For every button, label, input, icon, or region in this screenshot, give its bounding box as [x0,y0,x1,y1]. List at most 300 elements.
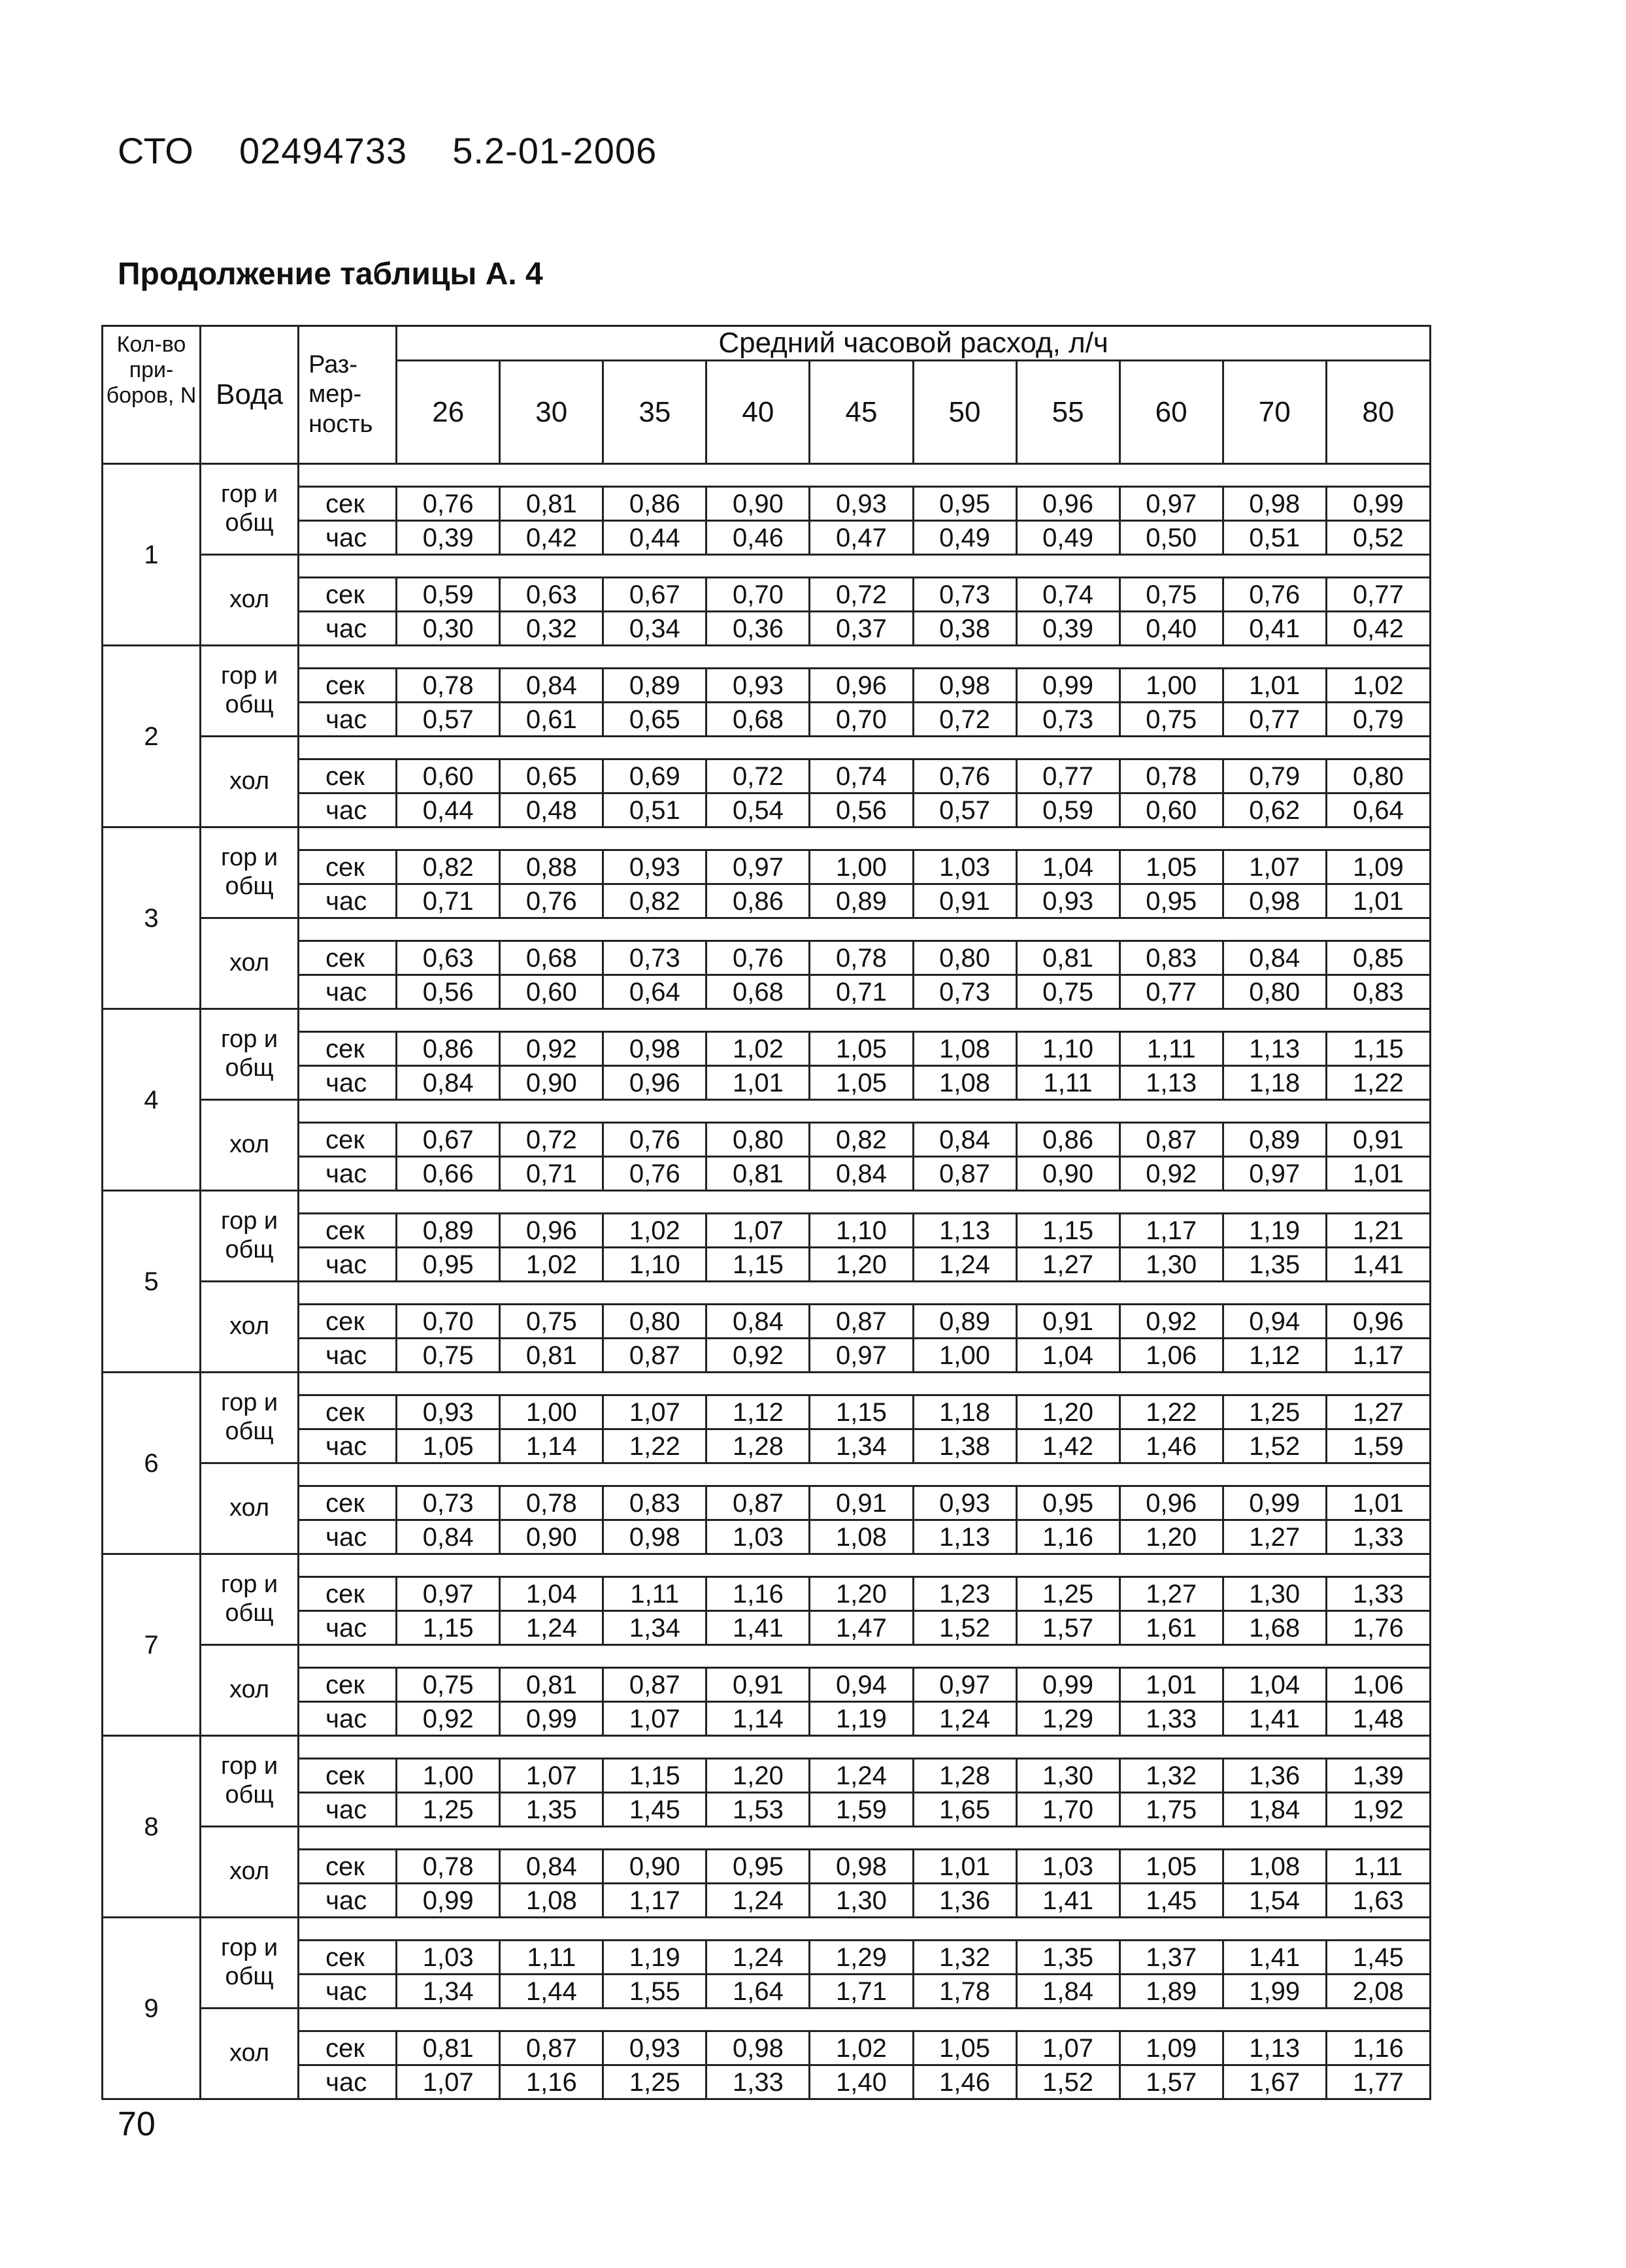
value-cell: 1,68 [1223,1611,1326,1645]
value-cell: 1,33 [1120,1702,1223,1736]
dimension-cell: сек [299,1123,397,1157]
value-cell: 0,39 [1016,612,1120,646]
value-cell: 1,00 [1120,669,1223,703]
value-cell: 1,76 [1326,1611,1430,1645]
value-cell: 0,95 [706,1850,810,1884]
value-cell: 0,63 [500,578,603,612]
flow-rate-table [101,325,1431,2100]
table-row [103,941,1431,975]
value-cell: 1,01 [706,1066,810,1100]
value-cell: 0,74 [810,759,913,793]
spacer-row [103,1645,1431,1668]
dimension-cell: час [299,612,397,646]
value-cell: 0,87 [1120,1123,1223,1157]
value-cell: 0,95 [913,487,1016,521]
value-cell: 0,56 [397,975,500,1009]
value-cell: 1,27 [1223,1520,1326,1554]
table-row [103,1520,1431,1554]
value-cell: 1,05 [810,1066,913,1100]
flow-column-header: 70 [1223,361,1326,464]
value-cell: 0,99 [1016,1668,1120,1702]
value-cell: 0,92 [500,1032,603,1066]
value-cell: 1,28 [913,1759,1016,1793]
value-cell: 0,77 [1016,759,1120,793]
table-row [103,703,1431,737]
water-type-cell: хол [201,1827,299,1918]
value-cell: 1,77 [1326,2065,1430,2099]
value-cell: 1,25 [397,1793,500,1827]
device-count-cell: 5 [103,1191,201,1373]
value-cell: 0,76 [603,1123,706,1157]
value-cell: 1,11 [500,1941,603,1975]
table-row [103,1157,1431,1191]
value-cell: 1,02 [603,1214,706,1248]
value-cell: 0,74 [1016,578,1120,612]
value-cell: 1,08 [1223,1850,1326,1884]
table-row [103,1486,1431,1520]
value-cell: 0,98 [913,669,1016,703]
value-cell: 1,04 [1016,850,1120,884]
value-cell: 1,06 [1120,1339,1223,1373]
header-dimension: Раз-мер-ность [299,326,397,464]
value-cell: 0,71 [810,975,913,1009]
value-cell: 0,93 [810,487,913,521]
value-cell: 0,81 [500,1339,603,1373]
value-cell: 0,93 [706,669,810,703]
value-cell: 1,11 [1016,1066,1120,1100]
value-cell: 1,18 [913,1395,1016,1429]
value-cell: 0,84 [397,1066,500,1100]
value-cell: 0,51 [603,793,706,827]
value-cell: 1,13 [1120,1066,1223,1100]
flow-column-header: 26 [397,361,500,464]
value-cell: 0,70 [706,578,810,612]
value-cell: 0,73 [603,941,706,975]
value-cell: 1,42 [1016,1429,1120,1463]
value-cell: 1,30 [1016,1759,1120,1793]
value-cell: 0,89 [1223,1123,1326,1157]
dimension-cell: сек [299,1214,397,1248]
value-cell: 1,03 [913,850,1016,884]
value-cell: 0,65 [603,703,706,737]
value-cell: 0,89 [397,1214,500,1248]
value-cell: 1,20 [1120,1520,1223,1554]
value-cell: 1,12 [1223,1339,1326,1373]
value-cell: 0,90 [500,1066,603,1100]
spacer-row [103,1282,1431,1305]
value-cell: 1,07 [397,2065,500,2099]
dimension-cell: сек [299,1395,397,1429]
dimension-cell: час [299,1248,397,1282]
value-cell: 0,68 [706,975,810,1009]
table-row [103,975,1431,1009]
value-cell: 0,81 [1016,941,1120,975]
table-row [103,2065,1431,2099]
spacer-cell [299,1191,1431,1214]
value-cell: 0,64 [1326,793,1430,827]
table-row [103,1668,1431,1702]
spacer-row [103,918,1431,941]
value-cell: 1,46 [913,2065,1016,2099]
value-cell: 0,54 [706,793,810,827]
value-cell: 1,18 [1223,1066,1326,1100]
value-cell: 1,59 [1326,1429,1430,1463]
value-cell: 0,72 [706,759,810,793]
spacer-row [103,555,1431,578]
value-cell: 0,89 [603,669,706,703]
value-cell: 1,11 [1326,1850,1430,1884]
value-cell: 0,70 [397,1305,500,1339]
water-type-cell: хол [201,1100,299,1191]
value-cell: 1,22 [1326,1066,1430,1100]
value-cell: 1,00 [397,1759,500,1793]
spacer-row [103,2009,1431,2031]
dimension-cell: сек [299,1486,397,1520]
value-cell: 0,78 [397,1850,500,1884]
flow-column-header: 60 [1120,361,1223,464]
value-cell: 0,86 [1016,1123,1120,1157]
value-cell: 0,76 [397,487,500,521]
value-cell: 1,23 [913,1577,1016,1611]
value-cell: 1,04 [500,1577,603,1611]
spacer-cell [299,2009,1431,2031]
value-cell: 1,17 [1326,1339,1430,1373]
value-cell: 1,16 [500,2065,603,2099]
table-row [103,759,1431,793]
table-row [103,578,1431,612]
value-cell: 1,24 [706,1884,810,1918]
value-cell: 0,84 [500,1850,603,1884]
dimension-cell: час [299,884,397,918]
value-cell: 0,61 [500,703,603,737]
value-cell: 0,75 [1120,578,1223,612]
value-cell: 1,59 [810,1793,913,1827]
value-cell: 1,36 [913,1884,1016,1918]
value-cell: 1,34 [810,1429,913,1463]
spacer-row [103,1009,1431,1032]
value-cell: 0,77 [1120,975,1223,1009]
value-cell: 0,71 [500,1157,603,1191]
value-cell: 0,75 [500,1305,603,1339]
value-cell: 0,95 [1016,1486,1120,1520]
value-cell: 1,38 [913,1429,1016,1463]
value-cell: 1,33 [1326,1577,1430,1611]
value-cell: 1,24 [810,1759,913,1793]
value-cell: 1,27 [1016,1248,1120,1282]
value-cell: 0,67 [603,578,706,612]
table-row [103,884,1431,918]
value-cell: 1,52 [913,1611,1016,1645]
value-cell: 1,45 [603,1793,706,1827]
value-cell: 1,30 [1120,1248,1223,1282]
spacer-cell [299,1282,1431,1305]
table-row [103,1759,1431,1793]
value-cell: 1,08 [913,1032,1016,1066]
value-cell: 1,92 [1326,1793,1430,1827]
dimension-cell: час [299,1611,397,1645]
value-cell: 0,76 [706,941,810,975]
value-cell: 0,95 [397,1248,500,1282]
header-water: Вода [201,326,299,464]
flow-column-header: 55 [1016,361,1120,464]
value-cell: 0,98 [1223,884,1326,918]
value-cell: 1,01 [1120,1668,1223,1702]
value-cell: 1,08 [810,1520,913,1554]
value-cell: 1,20 [1016,1395,1120,1429]
value-cell: 0,83 [603,1486,706,1520]
value-cell: 1,02 [706,1032,810,1066]
value-cell: 1,84 [1223,1793,1326,1827]
value-cell: 1,52 [1223,1429,1326,1463]
water-type-cell: хол [201,737,299,827]
value-cell: 0,40 [1120,612,1223,646]
value-cell: 1,65 [913,1793,1016,1827]
spacer-row [103,1918,1431,1941]
value-cell: 0,76 [603,1157,706,1191]
value-cell: 0,88 [500,850,603,884]
value-cell: 0,71 [397,884,500,918]
value-cell: 0,70 [810,703,913,737]
value-cell: 1,13 [1223,1032,1326,1066]
value-cell: 1,16 [1016,1520,1120,1554]
value-cell: 1,12 [706,1395,810,1429]
value-cell: 1,34 [397,1975,500,2009]
dimension-cell: час [299,1702,397,1736]
value-cell: 1,41 [1326,1248,1430,1282]
value-cell: 0,72 [913,703,1016,737]
table-row [103,1123,1431,1157]
value-cell: 0,98 [603,1520,706,1554]
spacer-row [103,1100,1431,1123]
flow-column-header: 50 [913,361,1016,464]
value-cell: 0,94 [810,1668,913,1702]
value-cell: 1,25 [1223,1395,1326,1429]
value-cell: 1,63 [1326,1884,1430,1918]
spacer-cell [299,1918,1431,1941]
table-row [103,850,1431,884]
spacer-row [103,646,1431,669]
spacer-cell [299,1463,1431,1486]
value-cell: 1,35 [1223,1248,1326,1282]
spacer-cell [299,1373,1431,1395]
value-cell: 1,17 [1120,1214,1223,1248]
spacer-row [103,737,1431,759]
value-cell: 1,05 [913,2031,1016,2065]
value-cell: 0,60 [397,759,500,793]
dimension-cell: сек [299,1850,397,1884]
value-cell: 1,24 [913,1702,1016,1736]
value-cell: 0,78 [397,669,500,703]
spacer-cell [299,827,1431,850]
table-row [103,1305,1431,1339]
value-cell: 1,01 [1223,669,1326,703]
value-cell: 0,75 [397,1668,500,1702]
spacer-cell [299,1554,1431,1577]
value-cell: 1,10 [810,1214,913,1248]
value-cell: 0,48 [500,793,603,827]
value-cell: 0,99 [500,1702,603,1736]
value-cell: 1,33 [1326,1520,1430,1554]
value-cell: 0,91 [913,884,1016,918]
table-row [103,1395,1431,1429]
value-cell: 1,89 [1120,1975,1223,2009]
value-cell: 1,48 [1326,1702,1430,1736]
value-cell: 1,45 [1120,1884,1223,1918]
table-row [103,1611,1431,1645]
value-cell: 1,45 [1326,1941,1430,1975]
value-cell: 1,14 [500,1429,603,1463]
water-type-cell: гор и общ [201,1009,299,1100]
value-cell: 1,71 [810,1975,913,2009]
document-code: СТО 02494733 5.2-01-2006 [118,130,657,171]
value-cell: 0,82 [397,850,500,884]
value-cell: 1,13 [1223,2031,1326,2065]
value-cell: 0,68 [500,941,603,975]
value-cell: 1,15 [603,1759,706,1793]
device-count-cell: 4 [103,1009,201,1191]
value-cell: 1,09 [1120,2031,1223,2065]
spacer-cell [299,646,1431,669]
device-count-cell: 1 [103,464,201,646]
value-cell: 0,57 [913,793,1016,827]
value-cell: 0,81 [397,2031,500,2065]
dimension-cell: час [299,1884,397,1918]
dimension-cell: час [299,1975,397,2009]
value-cell: 0,93 [913,1486,1016,1520]
value-cell: 1,05 [397,1429,500,1463]
value-cell: 1,01 [1326,1157,1430,1191]
value-cell: 1,22 [1120,1395,1223,1429]
device-count-cell: 3 [103,827,201,1009]
value-cell: 0,98 [810,1850,913,1884]
value-cell: 0,62 [1223,793,1326,827]
value-cell: 0,89 [913,1305,1016,1339]
value-cell: 1,32 [1120,1759,1223,1793]
value-cell: 2,08 [1326,1975,1430,2009]
water-type-cell: хол [201,1463,299,1554]
value-cell: 0,91 [1016,1305,1120,1339]
value-cell: 1,20 [706,1759,810,1793]
value-cell: 0,91 [810,1486,913,1520]
table-row [103,1577,1431,1611]
device-count-cell: 9 [103,1918,201,2099]
value-cell: 0,79 [1326,703,1430,737]
dimension-cell: час [299,1066,397,1100]
water-type-cell: хол [201,918,299,1009]
water-type-cell: хол [201,2009,299,2099]
value-cell: 1,13 [913,1520,1016,1554]
table-row [103,669,1431,703]
device-count-cell: 2 [103,646,201,827]
value-cell: 1,07 [500,1759,603,1793]
value-cell: 1,05 [810,1032,913,1066]
water-type-cell: гор и общ [201,1191,299,1282]
value-cell: 0,81 [706,1157,810,1191]
value-cell: 0,83 [1326,975,1430,1009]
spacer-row [103,1191,1431,1214]
value-cell: 0,84 [706,1305,810,1339]
value-cell: 1,00 [913,1339,1016,1373]
table-row [103,1884,1431,1918]
value-cell: 0,59 [397,578,500,612]
value-cell: 0,96 [603,1066,706,1100]
value-cell: 0,80 [603,1305,706,1339]
value-cell: 0,96 [810,669,913,703]
value-cell: 0,37 [810,612,913,646]
value-cell: 0,90 [1016,1157,1120,1191]
value-cell: 1,57 [1016,1611,1120,1645]
value-cell: 0,93 [1016,884,1120,918]
value-cell: 1,40 [810,2065,913,2099]
value-cell: 0,86 [397,1032,500,1066]
value-cell: 1,41 [1016,1884,1120,1918]
dimension-cell: сек [299,2031,397,2065]
value-cell: 0,99 [1223,1486,1326,1520]
value-cell: 1,13 [913,1214,1016,1248]
spacer-row [103,1554,1431,1577]
dimension-cell: сек [299,1032,397,1066]
value-cell: 0,98 [1223,487,1326,521]
value-cell: 1,15 [706,1248,810,1282]
value-cell: 0,47 [810,521,913,555]
value-cell: 0,89 [810,884,913,918]
value-cell: 0,96 [500,1214,603,1248]
value-cell: 0,93 [603,850,706,884]
value-cell: 1,09 [1326,850,1430,884]
value-cell: 1,57 [1120,2065,1223,2099]
spacer-cell [299,1645,1431,1668]
value-cell: 0,72 [810,578,913,612]
value-cell: 1,01 [1326,884,1430,918]
value-cell: 1,27 [1120,1577,1223,1611]
value-cell: 0,73 [913,578,1016,612]
value-cell: 1,41 [706,1611,810,1645]
value-cell: 0,63 [397,941,500,975]
value-cell: 1,11 [603,1577,706,1611]
value-cell: 1,21 [1326,1214,1430,1248]
table-row [103,1214,1431,1248]
spacer-cell [299,464,1431,487]
spacer-row [103,827,1431,850]
value-cell: 0,60 [1120,793,1223,827]
value-cell: 0,75 [1120,703,1223,737]
value-cell: 0,99 [1326,487,1430,521]
value-cell: 0,41 [1223,612,1326,646]
table-row [103,1248,1431,1282]
value-cell: 1,01 [913,1850,1016,1884]
value-cell: 0,84 [1223,941,1326,975]
value-cell: 1,41 [1223,1941,1326,1975]
dimension-cell: сек [299,1305,397,1339]
spacer-cell [299,1736,1431,1759]
value-cell: 1,06 [1326,1668,1430,1702]
value-cell: 0,94 [1223,1305,1326,1339]
table-row [103,1032,1431,1066]
value-cell: 0,42 [500,521,603,555]
value-cell: 1,02 [500,1248,603,1282]
value-cell: 0,83 [1120,941,1223,975]
value-cell: 0,92 [397,1702,500,1736]
value-cell: 0,51 [1223,521,1326,555]
value-cell: 0,81 [500,487,603,521]
value-cell: 0,73 [397,1486,500,1520]
table-row [103,1702,1431,1736]
value-cell: 0,92 [706,1339,810,1373]
value-cell: 1,02 [1326,669,1430,703]
value-cell: 1,03 [397,1941,500,1975]
value-cell: 1,53 [706,1793,810,1827]
page-number: 70 [118,2105,156,2143]
